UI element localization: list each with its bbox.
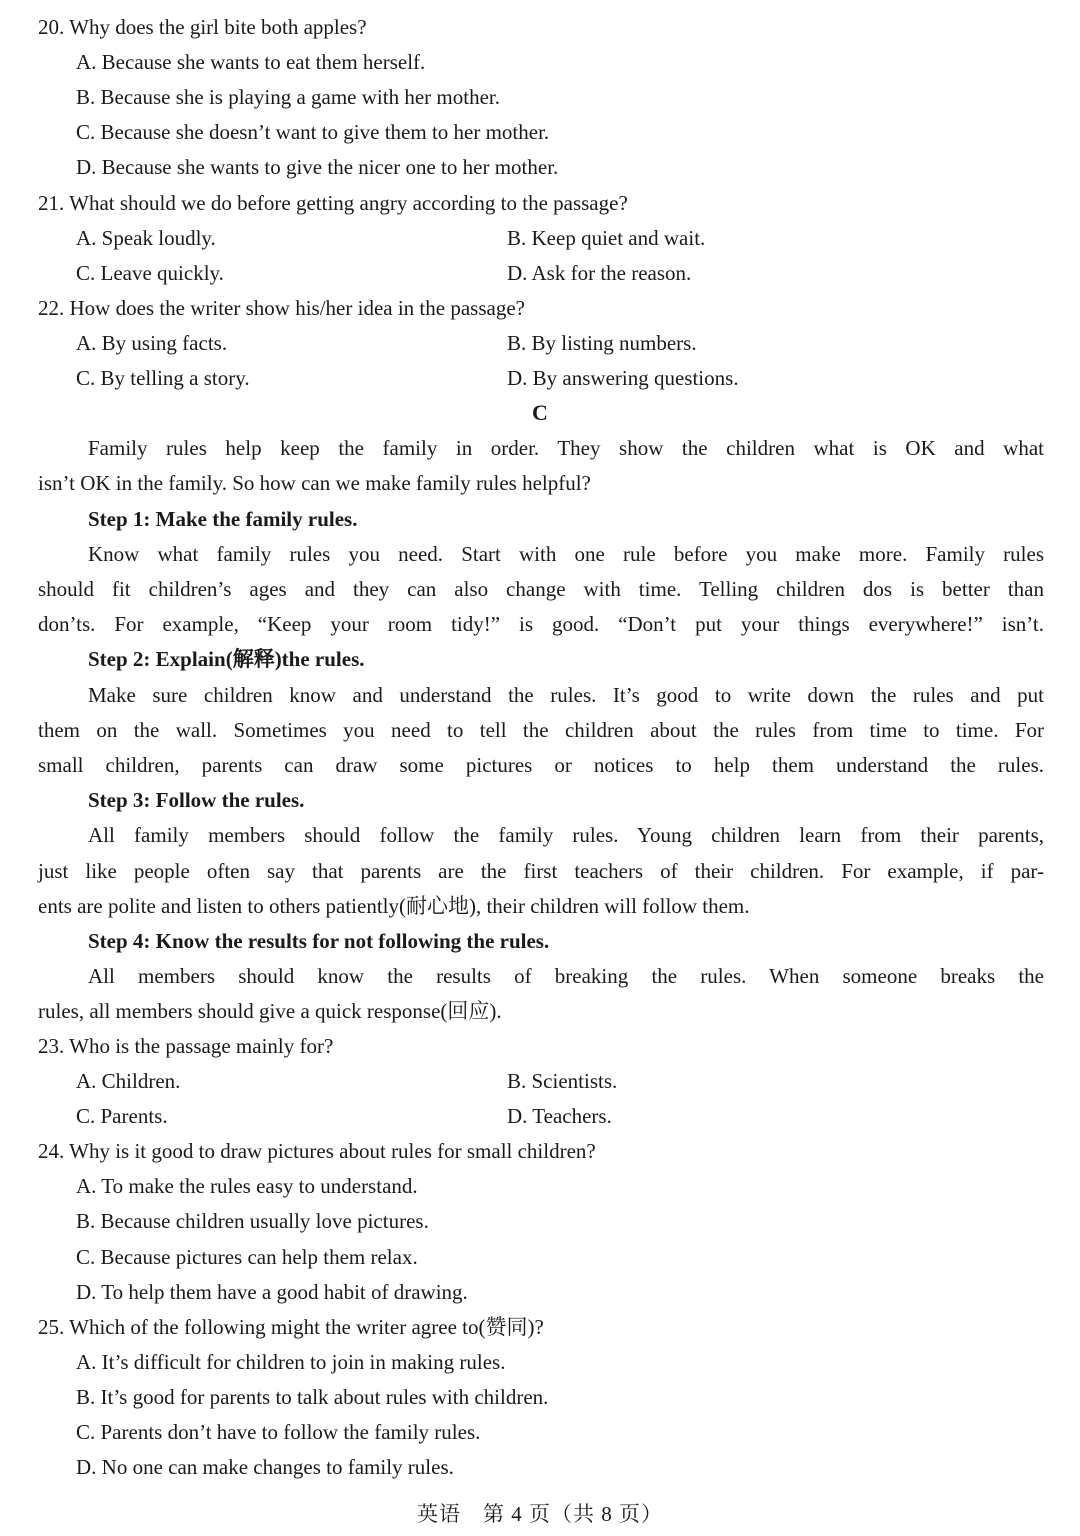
question-20: 20. Why does the girl bite both apples?	[38, 15, 367, 39]
q23-option-d: D. Teachers.	[507, 1104, 612, 1128]
step-1-line: Know what family rules you need. Start with one rule before you make more. Family rules	[88, 542, 1044, 566]
question-25: 25. Which of the following might the writer agree to(赞同)?	[38, 1315, 544, 1339]
step-2-heading: Step 2: Explain(解释)the rules.	[88, 647, 365, 671]
q20-option-c: C. Because she doesn’t want to give them to her mother.	[76, 120, 550, 144]
q24-option-d: D. To help them have a good habit of drawing.	[76, 1280, 468, 1304]
q21-option-a: A. Speak loudly.	[76, 226, 216, 250]
q20-option-a: A. Because she wants to eat them herself.	[76, 50, 426, 74]
q25-option-b: B. It’s good for parents to talk about rules with children.	[76, 1385, 549, 1409]
step-1-line: don’ts. For example, “Keep your room tidy!” is good. “Don’t put your things everywhere!” isn’t.	[38, 612, 1044, 636]
q25-option-a: A. It’s difficult for children to join in making rules.	[76, 1350, 506, 1374]
question-21: 21. What should we do before getting angry according to the passage?	[38, 191, 628, 215]
question-24: 24. Why is it good to draw pictures about rules for small children?	[38, 1139, 596, 1163]
passage-intro-line: Family rules help keep the family in order. They show the children what is OK and what	[88, 436, 1044, 460]
step-1-heading: Step 1: Make the family rules.	[88, 507, 358, 531]
step-2-line: small children, parents can draw some pictures or notices to help them understand the rules.	[38, 753, 1044, 777]
q22-option-b: B. By listing numbers.	[507, 331, 697, 355]
q23-option-a: A. Children.	[76, 1069, 181, 1093]
q21-option-c: C. Leave quickly.	[76, 261, 224, 285]
q23-option-c: C. Parents.	[76, 1104, 168, 1128]
section-c-heading: C	[532, 400, 548, 425]
step-3-heading: Step 3: Follow the rules.	[88, 788, 305, 812]
q25-option-c: C. Parents don’t have to follow the family rules.	[76, 1420, 481, 1444]
step-4-line: rules, all members should give a quick response(回应).	[38, 999, 502, 1023]
question-22: 22. How does the writer show his/her idea in the passage?	[38, 296, 525, 320]
q24-option-c: C. Because pictures can help them relax.	[76, 1245, 418, 1269]
step-2-line: them on the wall. Sometimes you need to tell the children about the rules from time to time. For	[38, 718, 1044, 742]
q22-option-d: D. By answering questions.	[507, 366, 739, 390]
q24-option-b: B. Because children usually love pictures.	[76, 1209, 429, 1233]
passage-intro-line: isn’t OK in the family. So how can we make family rules helpful?	[38, 471, 591, 495]
q24-option-a: A. To make the rules easy to understand.	[76, 1174, 418, 1198]
q22-option-c: C. By telling a story.	[76, 366, 250, 390]
step-3-line: just like people often say that parents are the first teachers of their children. For example, if par-	[38, 859, 1044, 883]
step-1-line: should fit children’s ages and they can also change with time. Telling children dos is better than	[38, 577, 1044, 601]
step-4-line: All members should know the results of breaking the rules. When someone breaks the	[88, 964, 1044, 988]
step-3-line: ents are polite and listen to others patiently(耐心地), their children will follow them.	[38, 894, 750, 918]
question-23: 23. Who is the passage mainly for?	[38, 1034, 334, 1058]
q21-option-d: D. Ask for the reason.	[507, 261, 692, 285]
q20-option-b: B. Because she is playing a game with her mother.	[76, 85, 500, 109]
step-4-heading: Step 4: Know the results for not following the rules.	[88, 929, 550, 953]
step-3-line: All family members should follow the family rules. Young children learn from their parents,	[88, 823, 1044, 847]
q20-option-d: D. Because she wants to give the nicer one to her mother.	[76, 155, 559, 179]
q25-option-d: D. No one can make changes to family rules.	[76, 1455, 454, 1479]
q21-option-b: B. Keep quiet and wait.	[507, 226, 706, 250]
q23-option-b: B. Scientists.	[507, 1069, 618, 1093]
q22-option-a: A. By using facts.	[76, 331, 228, 355]
page-footer: 英语 第 4 页（共 8 页）	[417, 1502, 663, 1526]
step-2-line: Make sure children know and understand the rules. It’s good to write down the rules and put	[88, 683, 1044, 707]
